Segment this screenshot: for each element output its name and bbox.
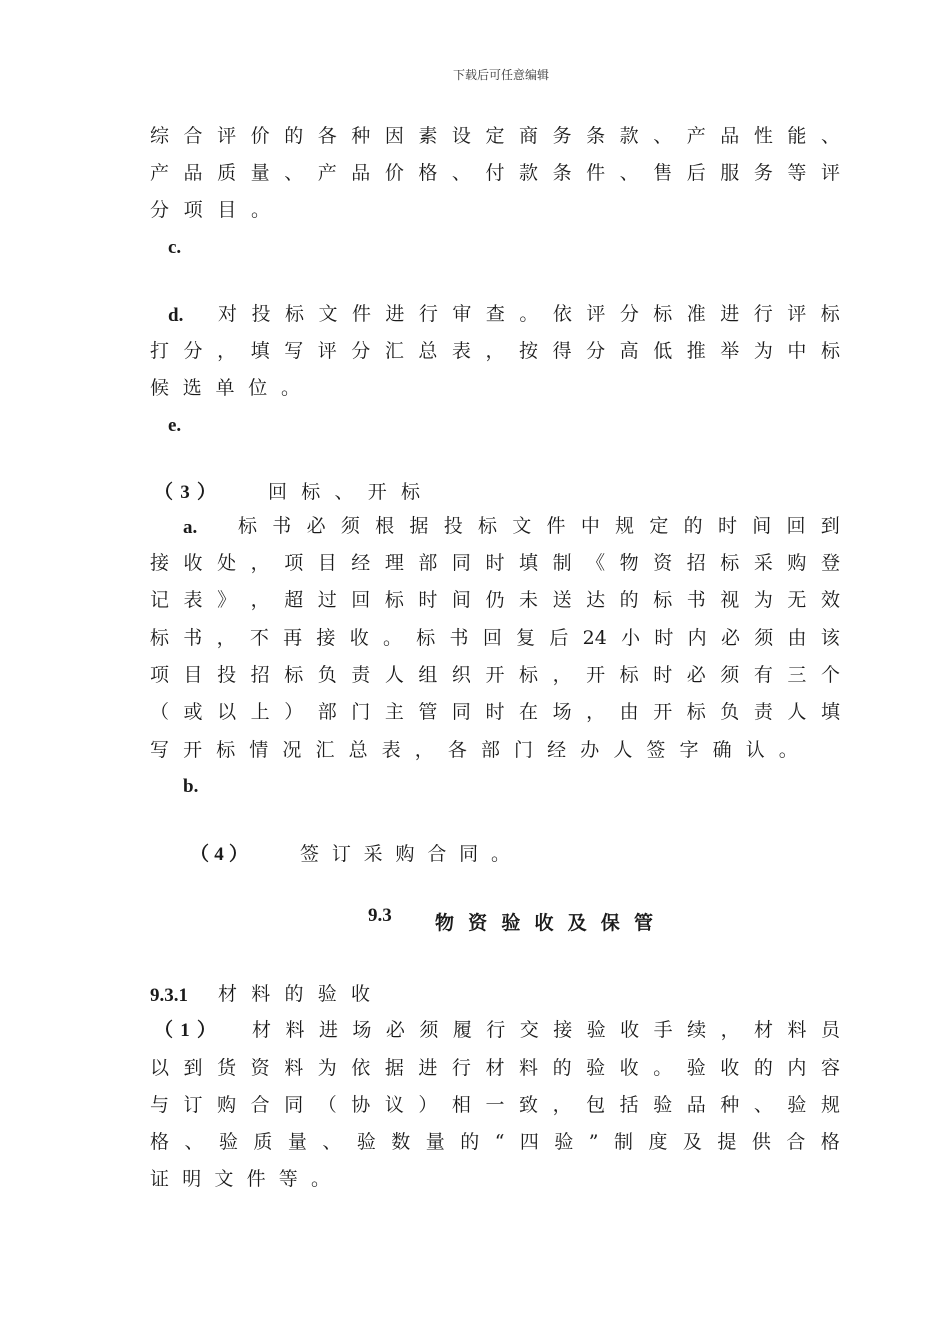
intro-line-1: 综 合 评 价 的 各 种 因 素 设 定 商 务 条 款 、 产 品 性 能 、 [150,125,840,147]
item-c-label: c. [168,237,182,258]
item-d-line-3: 候 选 单 位 。 [150,377,300,399]
section3-line-7: 写 开 标 情 况 汇 总 表 ， 各 部 门 经 办 人 签 字 确 认 。 [150,739,798,761]
heading93-title: 物 资 验 收 及 保 管 [435,913,653,934]
item-d-line-2: 打 分 ， 填 写 评 分 汇 总 表 ， 按 得 分 高 低 推 举 为 中 标 [150,340,840,362]
sub931-title: 材 料 的 验 收 [218,983,370,1005]
item-d-label: d. [168,305,184,326]
item1-line-3: 与 订 购 合 同 （ 协 议 ） 相 一 致 ， 包 括 验 品 种 、 验 规 [150,1094,840,1116]
section3-line-4: 标 书 ， 不 再 接 收 。 标 书 回 复 后 24 小 时 内 必 须 由 该 [150,627,840,649]
section3-item-a-label: a. [183,517,198,538]
section3-line-2: 接 收 处 ， 项 目 经 理 部 同 时 填 制 《 物 资 招 标 采 购 登 [150,552,840,574]
item1-number: （ 1 ） [154,1020,216,1041]
intro-line-3: 分 项 目 。 [150,199,270,221]
item-e-label: e. [168,415,182,436]
section3-title: 回 标 、 开 标 [268,481,420,503]
intro-line-2: 产 品 质 量 、 产 品 价 格 、 付 款 条 件 、 售 后 服 务 等 评 [150,162,840,184]
heading93-number: 9.3 [368,905,392,926]
sub931-number: 9.3.1 [150,985,188,1006]
section3-line-3: 记 表 》 ， 超 过 回 标 时 间 仍 未 送 达 的 标 书 视 为 无 效 [150,589,840,611]
item1-line-4: 格 、 验 质 量 、 验 数 量 的 “ 四 验 ” 制 度 及 提 供 合 格 [150,1131,840,1153]
section3-line-5: 项 目 投 招 标 负 责 人 组 织 开 标 ， 开 标 时 必 须 有 三 个 [150,664,840,686]
section4-number: （ 4 ） [190,844,248,865]
section3-item-b-label: b. [183,776,199,797]
section4-title: 签 订 采 购 合 同 。 [300,843,510,865]
item1-line-5: 证 明 文 件 等 。 [150,1168,330,1190]
item1-line-1: 材 料 进 场 必 须 履 行 交 接 验 收 手 续 ， 材 料 员 [252,1019,840,1041]
item1-line-2: 以 到 货 资 料 为 依 据 进 行 材 料 的 验 收 。 验 收 的 内 容 [150,1057,840,1079]
page-header: 下载后可任意编辑 [452,68,549,82]
item-d-line-1: 对 投 标 文 件 进 行 审 查 。 依 评 分 标 准 进 行 评 标 [218,303,840,325]
section3-number: （ 3 ） [154,482,216,503]
section3-line-1: 标 书 必 须 根 据 投 标 文 件 中 规 定 的 时 间 回 到 [238,515,840,537]
section3-line-6: （ 或 以 上 ） 部 门 主 管 同 时 在 场 ， 由 开 标 负 责 人 填 [150,701,840,723]
